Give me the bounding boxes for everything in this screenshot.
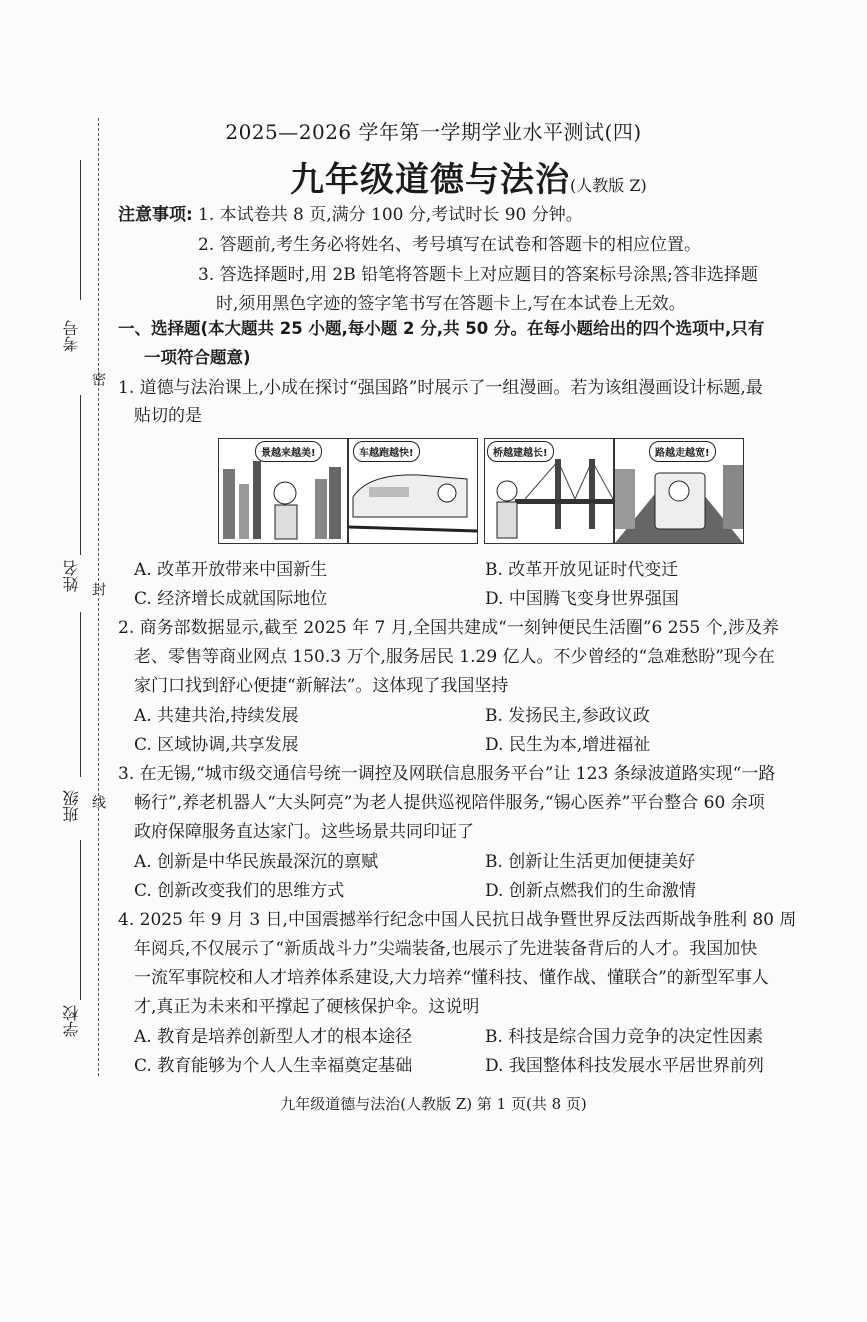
q4-option-b: B. 科技是综合国力竞争的决定性因素 [485,1027,764,1047]
q4-option-d: D. 我国整体科技发展水平居世界前列 [485,1056,764,1076]
q3-option-c: C. 创新改变我们的思维方式 [134,881,345,901]
q4-stem-line3: 一流军事院校和人才培养体系建设,大力培养“懂科技、懂作战、懂联合”的新型军事人 [134,968,769,988]
q3-stem-line3: 政府保障服务直达家门。这些场景共同印证了 [134,822,474,842]
name-blank [80,395,81,555]
q2-stem-line1: 2. 商务部数据显示,截至 2025 年 7 月,全国共建成“一刻钟便民生活圈”6 255 个,涉及养 [118,618,779,638]
subject-title [290,152,647,201]
page-footer: 九年级道德与法治(人教版 Z) 第 1 页(共 8 页) [280,1095,587,1113]
q4-stem-line4: 才,真正为未来和平撑起了硬核保护伞。这说明 [134,997,480,1017]
class-blank [80,612,81,777]
note-2: 2. 答题前,考生务必将姓名、考号填写在试卷和答题卡的相应位置。 [198,235,702,255]
note-1: 1. 本试卷共 8 页,满分 100 分,考试时长 90 分钟。 [198,205,583,225]
class-label: 班级 [62,790,81,822]
binding-dashed-line [98,118,99,1076]
cartoon-bridge [484,438,614,544]
school-blank [80,840,81,1000]
q2-option-c: C. 区域协调,共享发展 [134,735,299,755]
seal-char-feng: 封 [90,582,106,596]
exam-no-blank [80,160,81,300]
seal-char-mi: 密 [90,372,106,386]
q2-option-d: D. 民生为本,增进福祉 [485,735,651,755]
cartoon-bubble-2: 车越跑越快! [353,441,420,462]
cartoon-scenery [218,438,348,544]
cartoon-train [348,438,478,544]
term-title: 2025—2026 学年第一学期学业水平测试(四) [225,120,642,144]
q4-option-a: A. 教育是培养创新型人才的根本途径 [134,1027,413,1047]
section-heading-line1: 一、选择题(本大题共 25 小题,每小题 2 分,共 50 分。在每小题给出的四个选项中,只有 [118,319,765,338]
cartoon-bubble-1: 景越来越美! [255,441,322,462]
seal-char-xian: 线 [90,795,106,809]
cartoon-bubble-4: 路越走越宽! [649,441,716,462]
subject-name: 九年级道德与法治 [290,160,570,200]
cartoon-road [614,438,744,544]
section-heading-line2: 一项符合题意) [144,348,251,367]
name-label: 姓名 [62,560,81,592]
q3-option-d: D. 创新点燃我们的生命激情 [485,881,696,901]
q1-option-c: C. 经济增长成就国际地位 [134,589,328,609]
q1-option-b: B. 改革开放见证时代变迁 [485,560,679,580]
note-3b: 时,须用黑色字迹的签字笔书写在答题卡上,写在本试卷上无效。 [216,294,686,314]
q3-stem-line1: 3. 在无锡,“城市级交通信号统一调控及网联信息服务平台”让 123 条绿波道路实现“一路 [118,764,776,784]
q1-stem-line2: 贴切的是 [134,406,202,426]
q1-stem-line1: 1. 道德与法治课上,小成在探讨“强国路”时展示了一组漫画。若为该组漫画设计标题,最 [118,378,763,398]
q3-option-b: B. 创新让生活更加便捷美好 [485,852,696,872]
q4-stem-line2: 年阅兵,不仅展示了“新质战斗力”尖端装备,也展示了先进装备背后的人才。我国加快 [134,939,758,959]
q4-stem-line1: 4. 2025 年 9 月 3 日,中国震撼举行纪念中国人民抗日战争暨世界反法西斯战争胜利 80 周 [118,910,797,930]
binding-margin [0,0,105,1100]
q2-stem-line3: 家门口找到舒心便捷“新解法”。这体现了我国坚持 [134,676,509,696]
q4-option-c: C. 教育能够为个人人生幸福奠定基础 [134,1056,413,1076]
notes-label: 注意事项: [118,205,193,225]
q3-stem-line2: 畅行”,养老机器人“大头阿亮”为老人提供巡视陪伴服务,“锡心医养”平台整合 60 余项 [134,793,765,813]
q1-option-d: D. 中国腾飞变身世界强国 [485,589,679,609]
edition-label: (人教版 Z) [570,176,647,195]
q3-option-a: A. 创新是中华民族最深沉的禀赋 [134,852,379,872]
cartoon-bubble-3: 桥越建越长! [487,441,554,462]
q1-option-a: A. 改革开放带来中国新生 [134,560,328,580]
school-label: 学校 [62,1005,81,1037]
note-3a: 3. 答选择题时,用 2B 铅笔将答题卡上对应题目的答案标号涂黑;答非选择题 [198,265,758,285]
exam-no-label: 考号 [62,320,81,352]
q2-option-b: B. 发扬民主,参政议政 [485,706,650,726]
q2-stem-line2: 老、零售等商业网点 150.3 万个,服务居民 1.29 亿人。不少曾经的“急难愁盼”现今在 [134,647,775,667]
q2-option-a: A. 共建共治,持续发展 [134,706,299,726]
